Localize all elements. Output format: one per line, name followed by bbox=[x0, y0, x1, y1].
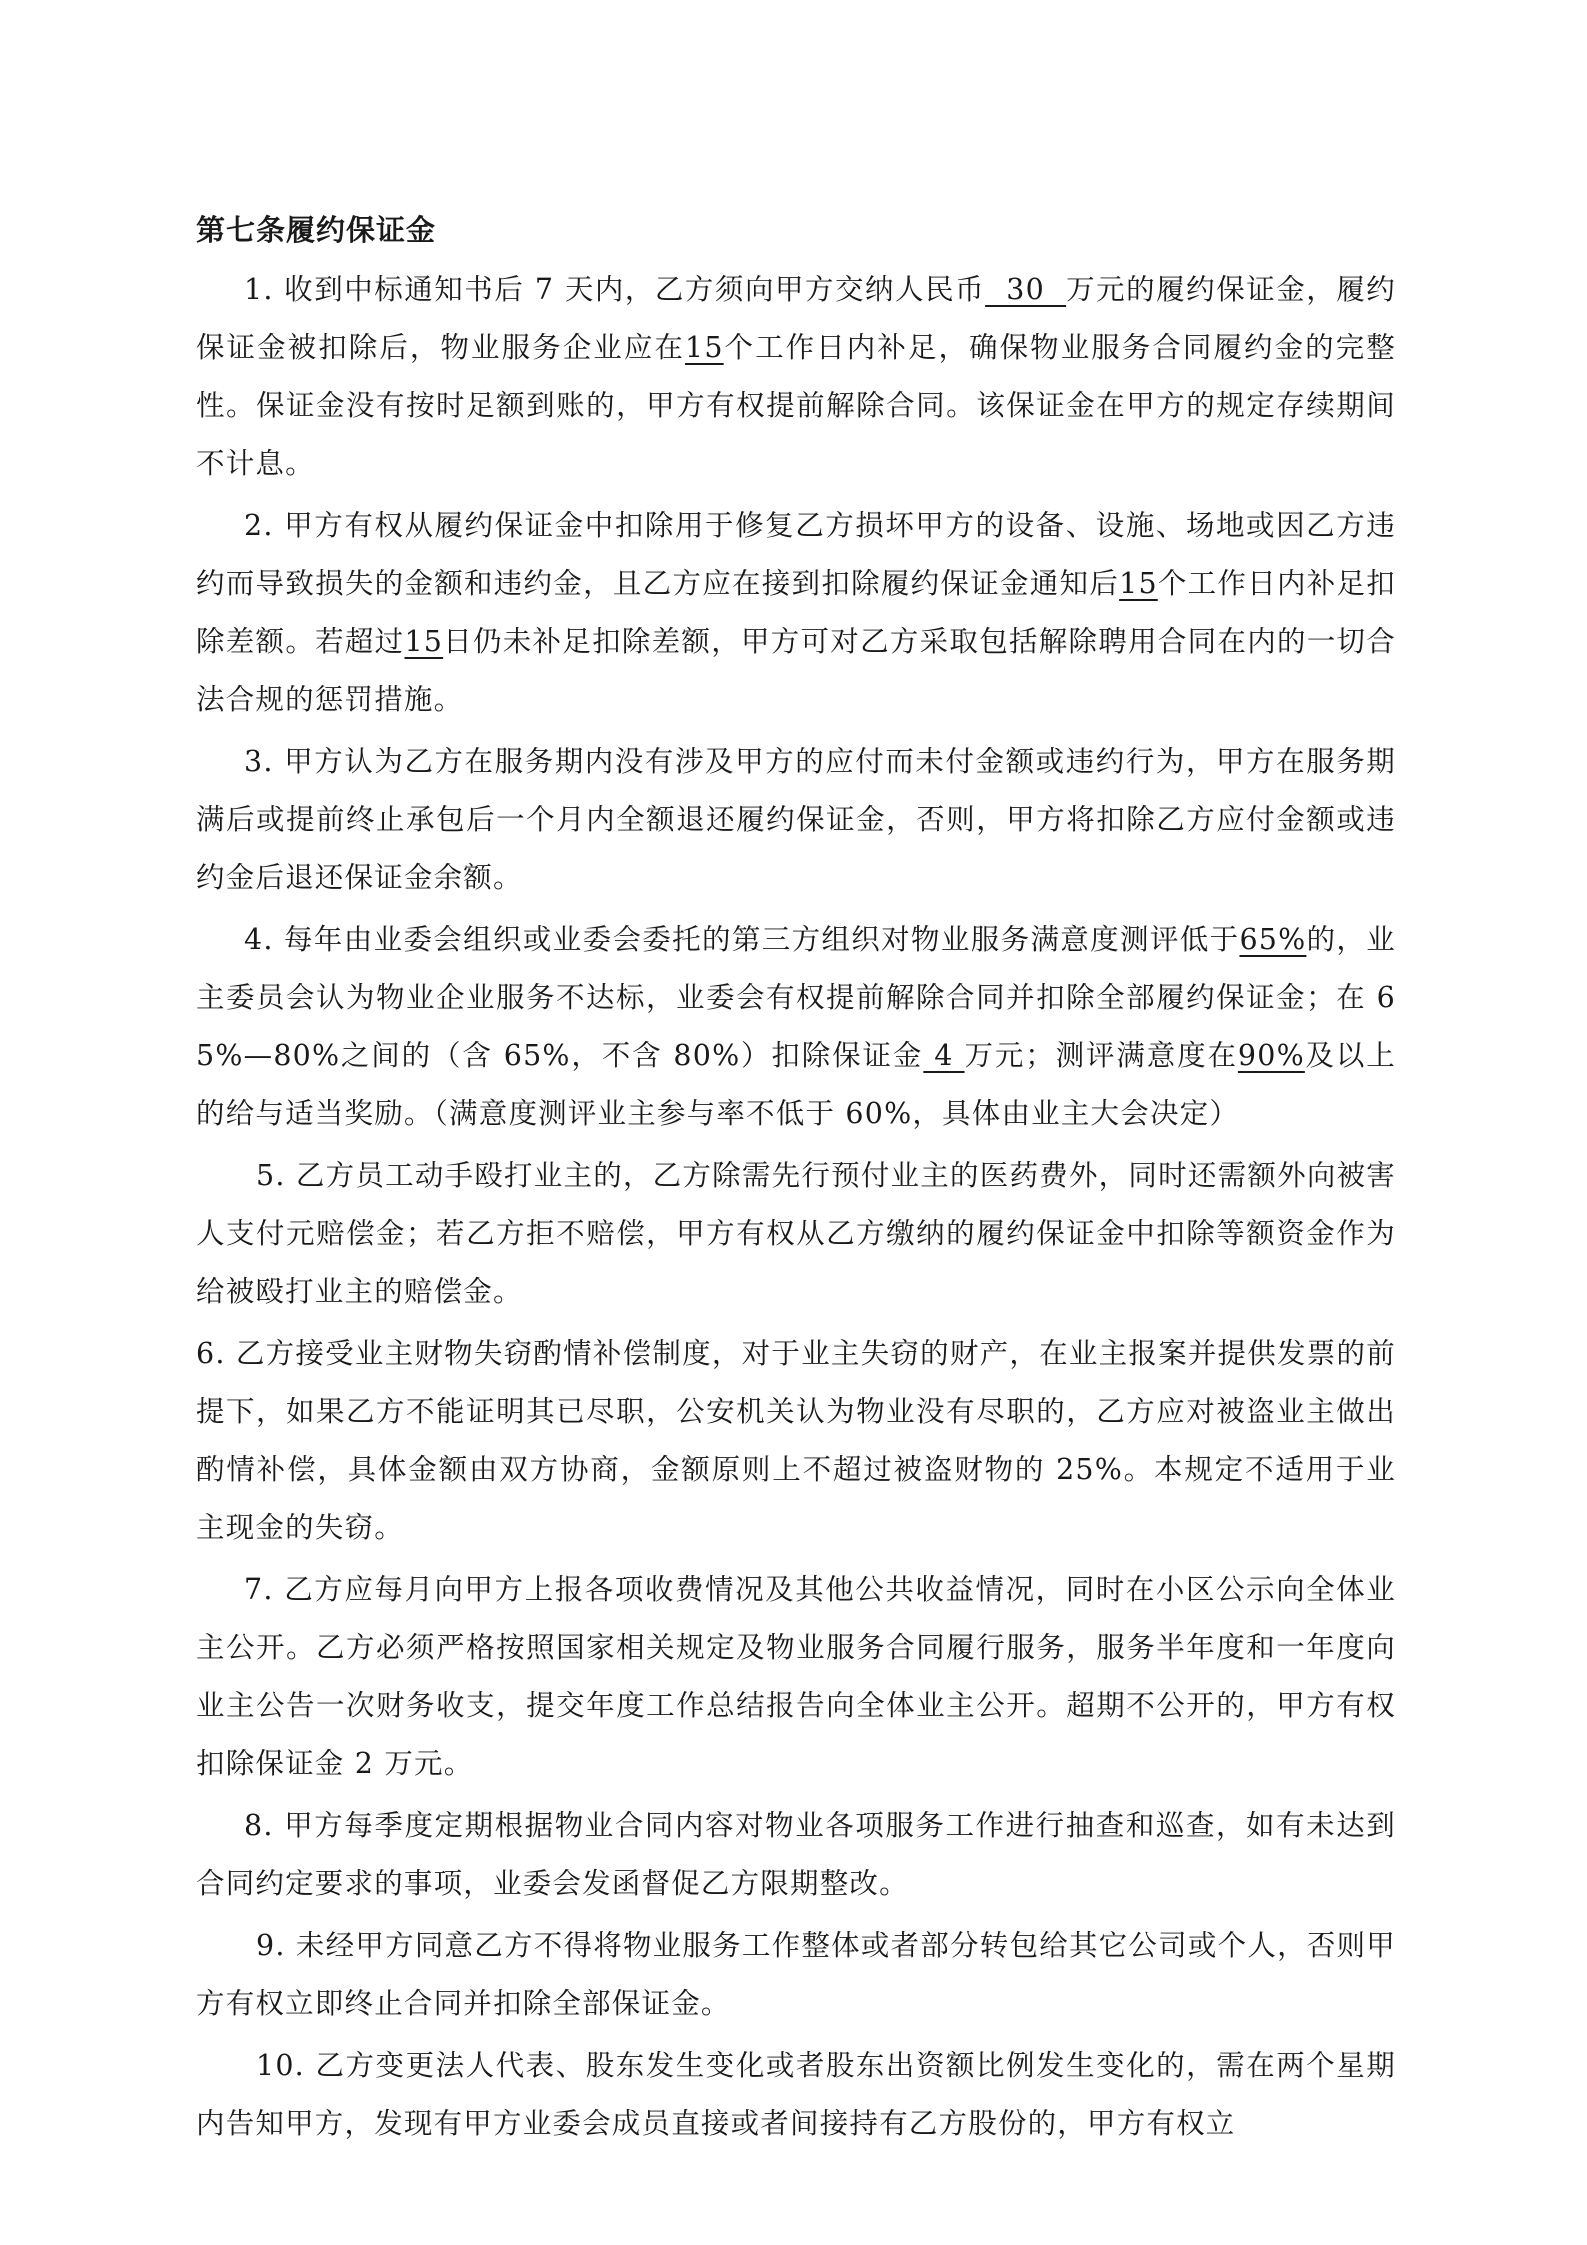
clause-6: 6. 乙方接受业主财物失窃酌情补偿制度，对于业主失窃的财产，在业主报案并提供发票的前提下，如果乙方不能证明其已尽职，公安机关认为物业没有尽职的，乙方应对被盗业主做出酌情补偿，具体金额由双方协商，金额原则上不超过被盗财物的 25%。本规定不适用于业主现金的失窃。 bbox=[196, 1337, 1396, 1544]
section-title: 第七条履约保证金 bbox=[196, 213, 437, 247]
clause-4-text-a: 4. 每年由业委会组织或业委会委托的第三方组织对物业服务满意度测评低于 bbox=[244, 923, 1240, 956]
clause-2-days-1: 15 bbox=[1119, 567, 1158, 600]
clause-1 bbox=[196, 261, 1396, 493]
clause-2-text-b: 个工作日内补足扣除差额。若超过 bbox=[196, 567, 1397, 658]
clause-4-text-c: 万元；测评满意度在 bbox=[964, 1039, 1238, 1072]
clause-4-threshold: 65% bbox=[1239, 923, 1307, 956]
clause-1-text-c: 个工作日内补足，确保物业服务合同履约金的完整性。保证金没有按时足额到账的，甲方有权提前解除合同。该保证金在甲方的规定存续期间不计息。 bbox=[196, 331, 1397, 480]
clause-2-text-a: 2. 甲方有权从履约保证金中扣除用于修复乙方损坏甲方的设备、设施、场地或因乙方违约而导致损失的金额和违约金，且乙方应在接到扣除履约保证金通知后 bbox=[196, 509, 1396, 600]
clause-4-deduction: 4 bbox=[923, 1039, 965, 1072]
clause-9: 9. 未经甲方同意乙方不得将物业服务工作整体或者部分转包给其它公司或个人，否则甲方有权立即终止合同并扣除全部保证金。 bbox=[196, 1929, 1396, 2020]
clause-4-text-b: 的，业主委员会认为物业企业服务不达标，业委会有权提前解除合同并扣除全部履约保证金；在 65%—80%之间的（含 65%，不含 80%）扣除保证金 bbox=[196, 923, 1396, 1072]
clause-1-text-b: 万元的履约保证金，履约保证金被扣除后，物业服务企业应在 bbox=[196, 273, 1396, 364]
clause-4 bbox=[196, 911, 1396, 1143]
clause-4-text-d: 及以上的给与适当奖励。（满意度测评业主参与率不低于 60%，具体由业主大会决定） bbox=[196, 1039, 1396, 1130]
document-page bbox=[196, 205, 1396, 2157]
clause-8: 8. 甲方每季度定期根据物业合同内容对物业各项服务工作进行抽查和巡查，如有未达到合同约定要求的事项，业委会发函督促乙方限期整改。 bbox=[196, 1809, 1396, 1900]
clause-1-amount: 30 bbox=[985, 273, 1067, 306]
clause-1-text-a: 1. 收到中标通知书后 7 天内，乙方须向甲方交纳人民币 bbox=[244, 273, 986, 306]
clause-2 bbox=[196, 497, 1396, 729]
clause-5: 5. 乙方员工动手殴打业主的，乙方除需先行预付业主的医药费外，同时还需额外向被害人支付元赔偿金；若乙方拒不赔偿，甲方有权从乙方缴纳的履约保证金中扣除等额资金作为给被殴打业主的赔偿金。 bbox=[196, 1159, 1396, 1308]
clause-7: 7. 乙方应每月向甲方上报各项收费情况及其他公共收益情况，同时在小区公示向全体业主公开。乙方必须严格按照国家相关规定及物业服务合同履行服务，服务半年度和一年度向业主公告一次财务收支，提交年度工作总结报告向全体业主公开。超期不公开的，甲方有权扣除保证金 2 万元。 bbox=[196, 1573, 1396, 1780]
clause-2-text-c: 日仍未补足扣除差额，甲方可对乙方采取包括解除聘用合同在内的一切合法合规的惩罚措施。 bbox=[196, 625, 1397, 716]
clause-10: 10. 乙方变更法人代表、股东发生变化或者股东出资额比例发生变化的，需在两个星期内告知甲方，发现有甲方业委会成员直接或者间接持有乙方股份的，甲方有权立 bbox=[196, 2049, 1396, 2140]
clause-2-days-2: 15 bbox=[404, 625, 444, 658]
clause-4-reward-threshold: 90% bbox=[1237, 1039, 1305, 1072]
clause-3: 3. 甲方认为乙方在服务期内没有涉及甲方的应付而未付金额或违约行为，甲方在服务期满后或提前终止承包后一个月内全额退还履约保证金，否则，甲方将扣除乙方应付金额或违约金后退还保证金余额。 bbox=[196, 745, 1396, 894]
clause-1-days: 15 bbox=[684, 331, 724, 364]
